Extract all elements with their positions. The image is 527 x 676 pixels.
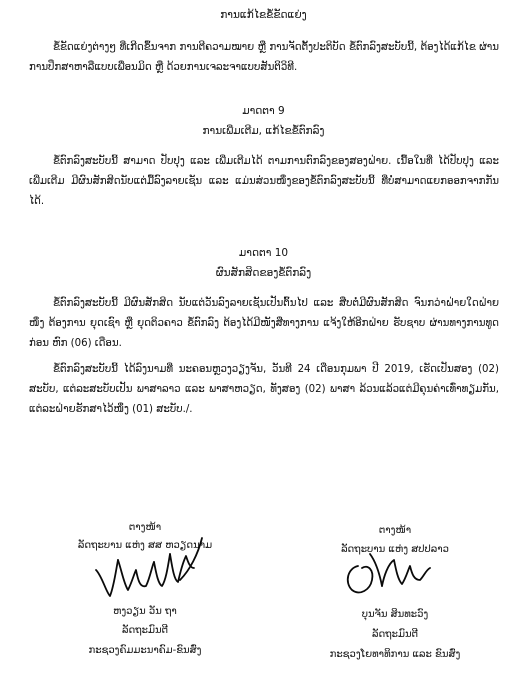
- paragraph-disputes: ຂໍ້ຂັດແຍ່ງຕ່າງໆ ທີ່ເກີດຂຶ້ນຈາກ ການຕີຄວາມໝາຍ ຫຼື ການຈັດຕັ້ງປະຕິບັດ ຂໍ້ຕົກລົງສະບັບນີ້, ຕ້ອງໄດ້ແກ້ໄຂ ຜ່ານການປຶກສາຫາລືແບບເພື່ອນມິດ ຫຼື ດ້ວຍການເຈລະຈາແບບສັນຕິວິທີ.: [29, 42, 499, 73]
- right-signatory-name: ບຸນຈັນ ສິນທະວົງ: [361, 609, 429, 620]
- article-9-number: ມາດຕາ 9: [242, 105, 285, 117]
- left-signatory-title: ລັດຖະມົນຕີ: [122, 625, 168, 636]
- section-title-disputes: ການແກ້ໄຂຂໍ້ຂັດແຍ່ງ: [220, 9, 307, 21]
- left-signatory-name: ຫງວຽນ ວັນ ຖາ: [113, 606, 177, 617]
- right-signatory-title: ລັດຖະມົນຕີ: [372, 629, 418, 640]
- left-handwritten-signature: [92, 536, 212, 606]
- right-on-behalf: ຕາງໜ້າ: [378, 525, 412, 536]
- article-10-title: ຜົນສັກສິດຂອງຂໍ້ຕົກລົງ: [215, 267, 312, 279]
- right-handwritten-signature: [340, 546, 440, 606]
- left-government: ລັດຖະບານ ແຫ່ງ ສສ ຫວຽດນາມ: [77, 540, 213, 551]
- article-9-body: ຂໍ້ຕົກລົງສະບັບນີ້ ສາມາດ ປັບປຸງ ແລະ ເພີ່ມເຕີມໄດ້ ຕາມການຕົກລົງຂອງສອງຝ່າຍ. ເນື້ອໃນທີ່ ໄດ້ປັບປຸງ ແລະ ເພີ່ມເຕີມ ມີຜົນສັກສິດນັບແຕ່ມື້ລົງລາຍເຊັນ ແລະ ແມ່ນສ່ວນໜຶ່ງຂອງຂໍ້ຕົກລົງສະບັບນີ້ ທີ່ບໍ່ສາມາດແຍກອອກຈາກກັນໄດ້.: [29, 156, 499, 207]
- article-10-closing: ຂໍ້ຕົກລົງສະບັບນີ້ ໄດ້ລົງນາມທີ່ ນະຄອນຫຼວງວຽງຈັນ, ວັນທີ 24 ເດືອນກຸມພາ ປີ 2019, ເຮັດເປັນສອງ (02) ສະບັບ, ແຕ່ລະສະບັບເປັນ ພາສາລາວ ແລະ ພາສາຫວຽດ, ທັງສອງ (02) ພາສາ ລ້ວນແລ້ວແຕ່ມີຄຸນຄ່າເທົ່າທຽມກັນ, ແຕ່ລະຝ່າຍຮັກສາໄວ້ໜຶ່ງ (01) ສະບັບ./.: [29, 364, 499, 415]
- right-signatory-ministry: ກະຊວງໂຍທາທິການ ແລະ ຂົນສົ່ງ: [329, 649, 461, 660]
- article-10-body: ຂໍ້ຕົກລົງສະບັບນີ້ ມີຜົນສັກສິດ ນັບແຕ່ວັນລົງລາຍເຊັນເປັນຕົ້ນໄປ ແລະ ສືບຕໍ່ມີຜົນສັກສິດ ຈົນກວ່າຝ່າຍໃດຝ່າຍໜຶ່ງ ຕ້ອງການ ຍຸດເຊົາ ຫຼື ຍຸດຕິວຄາວ ຂໍ້ຕົກລົງ ຕ້ອງໄດ້ມີໜັງສືທາງການ ແຈ້ງໃຫ້ອີກຝ່າຍ ຮັບຊາບ ຜ່ານທາງການທູດ ກ່ອນ ຫົກ (06) ເດືອນ.: [29, 298, 499, 349]
- left-on-behalf: ຕາງໜ້າ: [128, 522, 162, 533]
- right-government: ລັດຖະບານ ແຫ່ງ ສປປລາວ: [341, 544, 449, 555]
- article-10-number: ມາດຕາ 10: [238, 247, 289, 259]
- article-9-title: ການເພີ່ມເຕີມ, ແກ້ໄຂຂໍ້ຕົກລົງ: [202, 125, 325, 137]
- left-signatory-ministry: ກະຊວງຄົມມະນາຄົມ-ຂົນສົ່ງ: [88, 645, 202, 656]
